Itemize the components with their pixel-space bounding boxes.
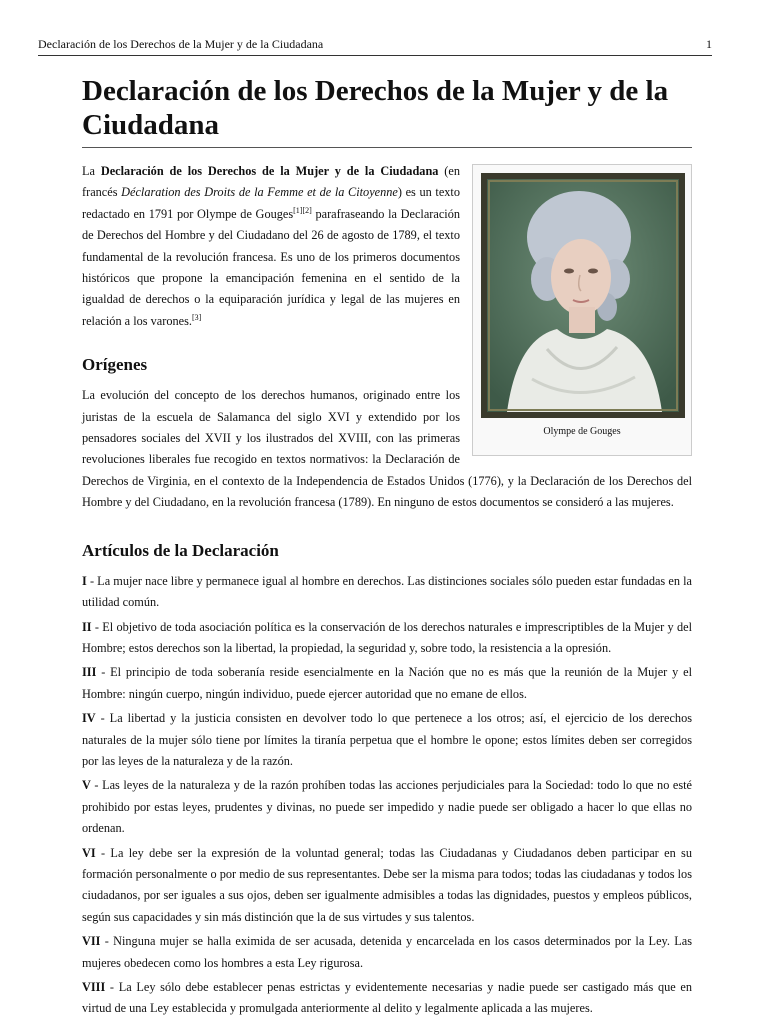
- page-number: 1: [706, 37, 712, 51]
- article-number: VIII: [82, 980, 106, 994]
- article-text: - La Ley sólo debe establecer penas estrictas y evidentemente necesarias y nadie puede ser castigado más que en virtud de una Ley establecida y promulgada anteriormente al delito y legalmente aplicada a las mujeres.: [82, 980, 692, 1016]
- article-text: - Ninguna mujer se halla eximida de ser acusada, detenida y encarcelada en los casos determinados por la Ley. Las mujeres obedecen como los hombres a esta Ley rigurosa.: [82, 934, 692, 970]
- article-number: VII: [82, 934, 101, 949]
- reference-link[interactable]: [3]: [191, 312, 202, 322]
- running-header: [38, 37, 712, 56]
- article-item: [82, 708, 692, 772]
- article-number: III: [82, 665, 97, 680]
- article-number: I: [82, 573, 87, 588]
- article-text: - La libertad y la justicia consisten en devolver todo lo que pertenece a los otros; así, el ejercicio de los derechos naturales de la mujer sólo tiene por límites la tiranía perpetua que el hombre le opone; estos límites deben ser corregidos por las leyes de la naturaleza y de la razón.: [82, 711, 692, 768]
- intro-text: (en francés: [82, 164, 461, 200]
- portrait-image: [481, 173, 685, 418]
- intro-french-title: Déclaration des Droits de la Femme et de la Citoyenne: [121, 185, 398, 200]
- article-item: [82, 977, 692, 1020]
- page-title: Declaración de los Derechos de la Mujer y de la Ciudadana: [82, 74, 692, 148]
- article-item: [82, 617, 692, 660]
- articles-list: [82, 571, 692, 1020]
- running-header-title: Declaración de los Derechos de la Mujer y de la Ciudadana: [38, 37, 324, 51]
- article-text: - El objetivo de toda asociación política es la conservación de los derechos naturales e imprescriptibles de la Mujer y del Hombre; estos derechos son la libertad, la propiedad, la seguridad y, sobre todo, la resistencia a la opresión.: [82, 619, 692, 655]
- article-number: II: [82, 619, 92, 634]
- article-item: [82, 571, 692, 614]
- article-item: [82, 843, 692, 929]
- figure-caption: Olympe de Gouges: [543, 426, 621, 437]
- article-item: [82, 775, 692, 839]
- article-number: IV: [82, 711, 96, 726]
- reference-link[interactable]: [1][2]: [293, 205, 312, 215]
- intro-text: ) es un texto redactado en 1791 por Olympe de Gouges: [82, 185, 460, 221]
- article-item: [82, 931, 692, 974]
- article-text: - La ley debe ser la expresión de la voluntad general; todas las Ciudadanas y Ciudadanos deben participar en su formación personalmente o por medio de sus representantes. Debe ser la misma para todos; todas las ciudadanas y todos los ciudadanos, por ser iguales a sus ojos, deben ser igualmente admisibles a todas las dignidades, puestos y empleos públicos, según sus capacidades y sin más distinción que la de sus virtudes y sus talentos.: [82, 845, 692, 924]
- article-text: - Las leyes de la naturaleza y de la razón prohíben todas las acciones perjudiciales para la Sociedad: todo lo que no esté prohibido por estas leyes, prudentes y divinas, no puede ser impedido y nadie puede ser obligado a hacer lo que ellas no ordenan.: [82, 778, 692, 836]
- origins-paragraph: La evolución del concepto de los derechos humanos, originado entre los juristas de la escuela de Salamanca del siglo XVI y extendido por los pensadores sociales del XVII y los ilustrados del XVIII, con las primeras revoluciones liberales fue recogido en textos normativos: la Declaración de Derechos de Virginia, en el contexto de la Independencia de Estados Unidos (1776), y la Declaración de los Derechos del Hombre y del Ciudadano, en la revolución francesa (1789). En ninguno de estos documentos se consideró a las mujeres.: [82, 388, 692, 510]
- section-heading-articles: Artículos de la Declaración: [82, 540, 279, 560]
- intro-text: La: [82, 164, 101, 178]
- article-item: [82, 662, 692, 705]
- portrait-figure: [472, 164, 692, 456]
- article-body: [82, 74, 692, 1023]
- article-text: - La mujer nace libre y permanece igual al hombre en derechos. Las distinciones sociales sólo pueden estar fundadas en la utilidad común.: [82, 573, 692, 610]
- article-number: V: [82, 778, 91, 793]
- intro-bold-title: Declaración de los Derechos de la Mujer y de la Ciudadana: [100, 164, 439, 178]
- section-heading-origins: Orígenes: [82, 355, 148, 375]
- article-number: VI: [82, 845, 96, 860]
- intro-text: parafraseando la Declaración de Derechos del Hombre y del Ciudadano del 26 de agosto de 1789, el texto fundamental de la revolución francesa. Es uno de los primeros documentos históricos que propone la emancipación femenina en el sentido de la igualdad de derechos o la equiparación jurídica y legal de las mujeres en relación a los varones.: [82, 206, 460, 328]
- article-text: - El principio de toda soberanía reside esencialmente en la Nación que no es más que la reunión de la Mujer y el Hombre: ningún cuerpo, ningún individuo, puede ejercer autoridad que no emane de ellos.: [82, 665, 692, 701]
